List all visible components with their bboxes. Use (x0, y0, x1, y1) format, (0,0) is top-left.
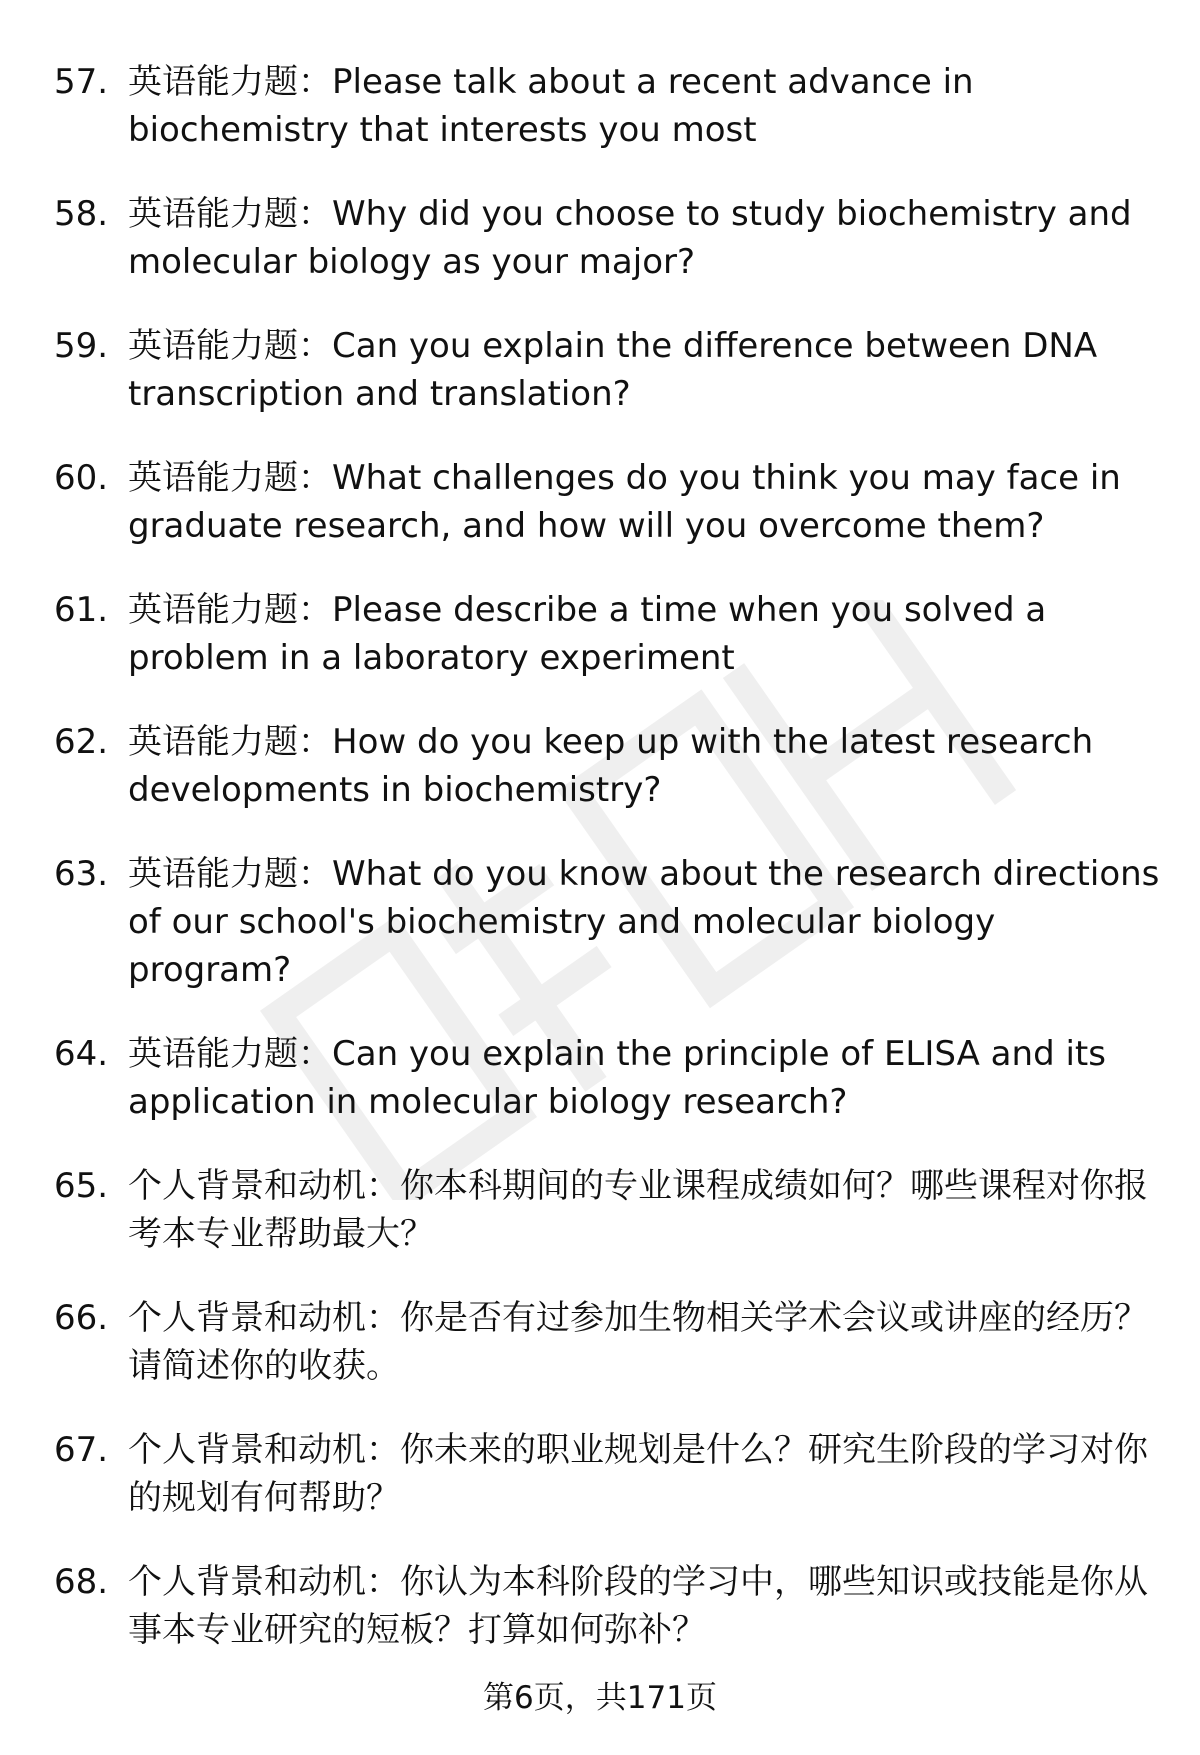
question-text: 英语能力题：What do you know about the research directions of our school's biochemistry and molecular biology program? (128, 854, 1160, 990)
question-number: 57. (54, 62, 109, 102)
question-item (0, 58, 1200, 154)
question-number: 67. (54, 1430, 109, 1470)
question-number: 62. (54, 722, 109, 762)
question-text: 英语能力题：Why did you choose to study biochemistry and molecular biology as your major? (128, 194, 1132, 282)
question-number: 68. (54, 1562, 109, 1602)
question-item (0, 1426, 1200, 1522)
question-number: 58. (54, 194, 109, 234)
question-item (0, 718, 1200, 814)
question-item (0, 454, 1200, 550)
question-item (0, 322, 1200, 418)
question-item (0, 1558, 1200, 1654)
question-item (0, 1294, 1200, 1390)
question-text: 英语能力题：What challenges do you think you may face in graduate research, and how will you overcome them? (128, 458, 1121, 546)
question-item (0, 586, 1200, 682)
question-item (0, 1162, 1200, 1258)
question-text: 英语能力题：Can you explain the difference between DNA transcription and translation? (128, 326, 1098, 414)
question-number: 66. (54, 1298, 109, 1338)
question-number: 65. (54, 1166, 109, 1206)
question-number: 60. (54, 458, 109, 498)
question-text: 个人背景和动机：你未来的职业规划是什么？研究生阶段的学习对你的规划有何帮助？ (128, 1430, 1148, 1518)
question-number: 59. (54, 326, 109, 366)
question-text: 英语能力题：Please describe a time when you solved a problem in a laboratory experiment (128, 590, 1047, 678)
question-text: 个人背景和动机：你是否有过参加生物相关学术会议或讲座的经历？请简述你的收获。 (128, 1298, 1148, 1386)
question-text: 个人背景和动机：你认为本科阶段的学习中，哪些知识或技能是你从事本专业研究的短板？打算如何弥补？ (128, 1562, 1148, 1650)
question-number: 64. (54, 1034, 109, 1074)
question-item (0, 850, 1200, 994)
page-footer: 第6页，共171页 (483, 1680, 717, 1716)
question-item (0, 190, 1200, 286)
question-item (0, 1030, 1200, 1126)
question-list (0, 58, 1200, 1690)
question-text: 英语能力题：Can you explain the principle of ELISA and its application in molecular biology research? (128, 1034, 1106, 1122)
question-text: 英语能力题：How do you keep up with the latest research developments in biochemistry? (128, 722, 1094, 810)
question-number: 63. (54, 854, 109, 894)
question-text: 个人背景和动机：你本科期间的专业课程成绩如何？哪些课程对你报考本专业帮助最大？ (128, 1166, 1148, 1254)
question-number: 61. (54, 590, 109, 630)
question-text: 英语能力题：Please talk about a recent advance in biochemistry that interests you most (128, 62, 974, 150)
